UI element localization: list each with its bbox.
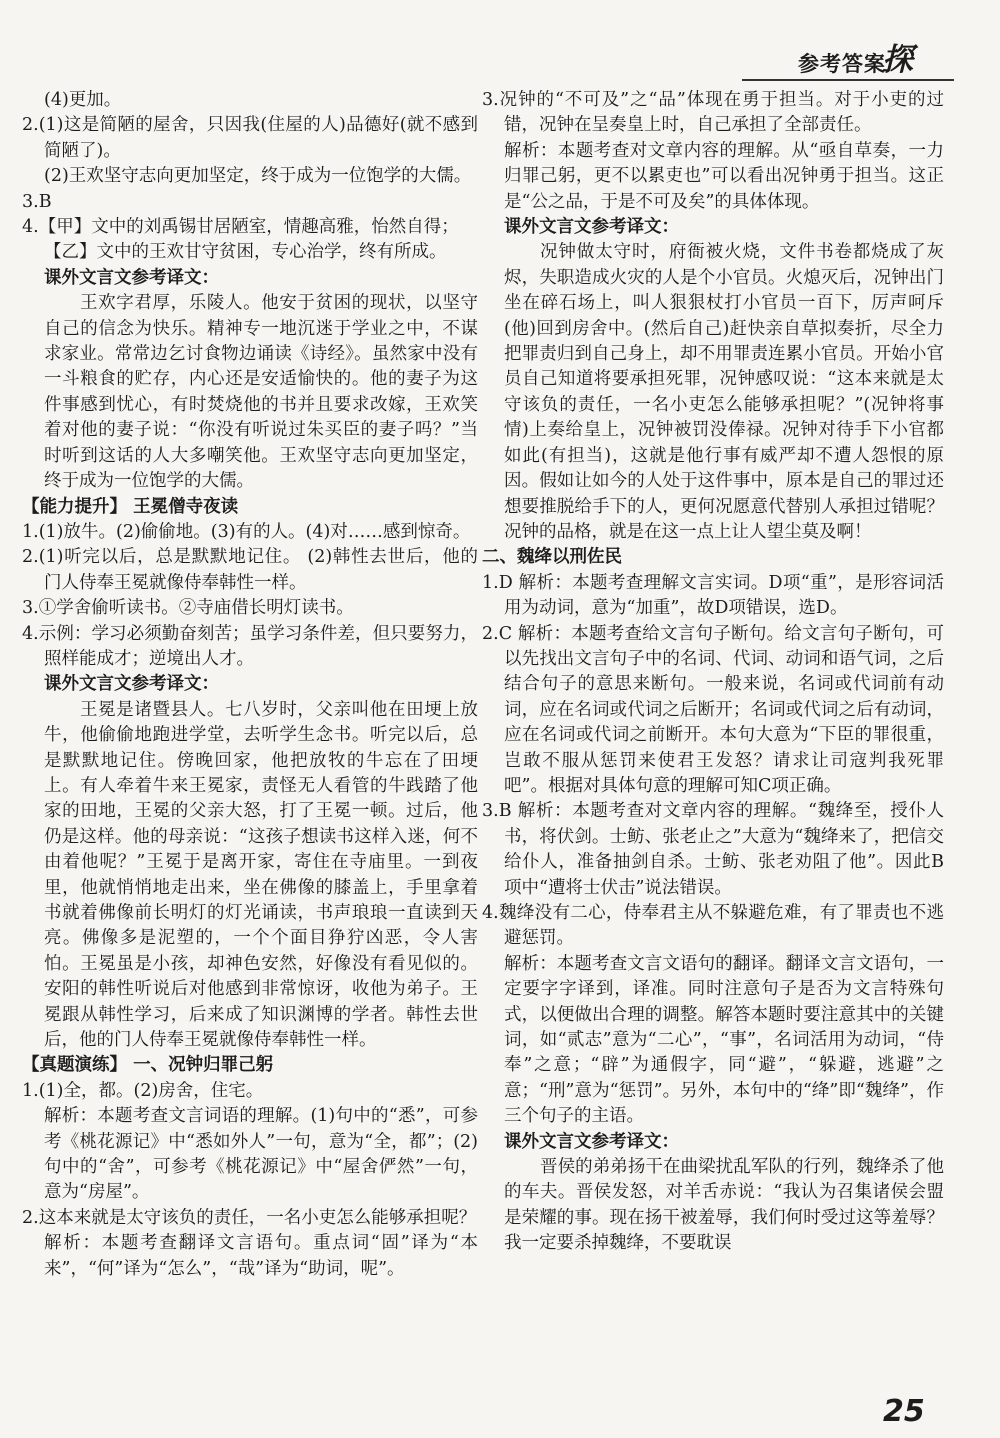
left-paragraph: 4.示例：学习必须勤奋刻苦；虽学习条件差，但只要努力，照样能成才；逆境出人才。 [22,623,478,669]
left-paragraph: (2)王欢坚守志向更加坚定，终于成为一位饱学的大儒。 [44,166,472,187]
left-paragraph: 【乙】文中的王欢甘守贫困，专心治学，终有所成。 [44,242,447,263]
right-paragraph: 3.况钟的“不可及”之“品”体现在勇于担当。对于小吏的过错，况钟在呈奏皇上时，自己承担了全部责任。 [482,90,944,136]
left-paragraph: 王冕是诸暨县人。七八岁时，父亲叫他在田埂上放牛，他偷偷地跑进学堂，去听学生念书。听完以后，总是默默地记住。傍晚回家，他把放牧的牛忘在了田埂上。有人牵着牛来王冕家，责怪无人看管的牛践踏了他家的田地，王冕的父亲大怒，打了王冕一顿。过后，他仍是这样。他的母亲说：“这孩子想读书这样入迷，何不由着他呢？”王冕于是离开家，寄住在寺庙里。一到夜里，他就悄悄地走出来，坐在佛像的膝盖上，手里拿着书就着佛像前长明灯的灯光诵读，书声琅琅一直读到天亮。佛像多是泥塑的，一个个面目狰狞凶恶，令人害怕。王冕虽是小孩，却神色安然，好像没有看见似的。安阳的韩性听说后对他感到非常惊讶，收他为弟子。王冕跟从韩性学习，后来成了知识渊博的学者。韩性去世后，他的门人侍奉王冕就像侍奉韩性一样。 [44,699,478,1051]
left-paragraph: (4)更加。 [44,90,122,110]
right-paragraph: 课外文言文参考译文： [504,217,679,238]
left-paragraph: 4.【甲】文中的刘禹锡甘居陋室，情趣高雅，怡然自得； [22,217,459,238]
left-column [22,88,478,1282]
left-paragraph: 3.B [22,191,52,212]
header-title: 参考答案 [798,52,886,76]
right-paragraph: 课外文言文参考译文： [504,1131,679,1152]
left-paragraph: 2.(1)听完以后，总是默默地记住。 (2)韩性去世后，他的门人侍奉王冕就像侍奉韩性一样。 [22,547,478,593]
left-paragraph: 1.(1)全，都。(2)房舍，住宅。 [22,1080,264,1101]
left-paragraph: 【真题演练】 一、况钟归罪己躬 [22,1055,274,1076]
right-paragraph: 况钟做太守时，府衙被火烧，文件书卷都烧成了灰烬，失职造成火灾的人是个小官员。火熄灭后，况钟出门坐在碎石场上，叫人狠狠杖打小官员一百下，厉声呵斥(他)回到房舍中。(然后自己)赶快亲自草拟奏折，尽全力把罪责归到自己身上，却不用罪责连累小官员。开始小官员自己知道将要承担死罪，况钟感叹说：“这本来就是太守该负的责任，一名小吏怎么能够承担呢？”(况钟将事情)上奏给皇上，况钟被罚没俸禄。况钟对待手下小官都如此(有担当)，这就是他行事有威严却不遭人怨恨的原因。假如让如今的人处于这件事中，原本是自己的罪过还想要推脱给手下的人，更何况愿意代替别人承担过错呢？况钟的品格，就是在这一点上让人望尘莫及啊！ [504,242,944,542]
left-paragraph: 【能力提升】 王冕僧寺夜读 [22,496,239,517]
left-paragraph: 课外文言文参考译文： [44,267,219,288]
left-paragraph: 王欢字君厚，乐陵人。他安于贫困的现状，以坚守自己的信念为快乐。精神专一地沉迷于学业之中，不谋求家业。常常边乞讨食物边诵读《诗经》。虽然家中没有一斗粮食的贮存，内心还是安适愉快的。他的妻子为这件事感到忧心，有时焚烧他的书并且要求改嫁，王欢笑着对他的妻子说：“你没有听说过朱买臣的妻子吗？”当时听到这话的人大多嘲笑他。王欢坚守志向更加坚定，终于成为一位饱学的大儒。 [44,293,478,492]
left-paragraph: 解析：本题考查文言词语的理解。(1)句中的“悉”，可参考《桃花源记》中“悉如外人”一句，意为“全，都”；(2)句中的“舍”，可参考《桃花源记》中“屋舍俨然”一句，意为“房屋”。 [44,1106,478,1203]
left-paragraph: 解析：本题考查翻译文言语句。重点词“固”译为“本来”，“何”译为“怎么”，“哉”译为“助词，呢”。 [44,1233,478,1279]
right-paragraph: 1.D 解析：本题考查理解文言实词。D项“重”，是形容词活用为动词，意为“加重”，故D项错误，选D。 [482,572,944,619]
left-paragraph: 2.这本来就是太守该负的责任，一名小吏怎么能够承担呢？ [22,1207,477,1228]
brand-logo: 探 [882,42,913,78]
header-rule [742,79,954,81]
right-paragraph: 晋侯的弟弟扬干在曲梁扰乱军队的行列，魏绛杀了他的车夫。晋侯发怒，对羊舌赤说：“我认为召集诸侯会盟是荣耀的事。现在扬干被羞辱，我们何时受过这等羞辱？我一定要杀掉魏绛，不要耽误 [504,1157,944,1254]
right-paragraph: 2.C 解析：本题考查给文言句子断句。给文言句子断句，可以先找出文言句子中的名词、代词、动词和语气词，之后结合句子的意思来断句。一般来说，名词或代词前有动词，应在名词或代词之后断开；名词或代词之后有动词，应在名词或代词之前断开。本句大意为“下臣的罪很重，岂敢不服从惩罚来使君王发怒？请求让司寇判我死罪吧”。根据对具体句意的理解可知C项正确。 [482,623,944,796]
right-column [482,88,944,1257]
left-paragraph: 3.①学舍偷听读书。②寺庙借长明灯读书。 [22,598,354,619]
left-paragraph: 1.(1)放牛。(2)偷偷地。(3)有的人。(4)对……感到惊奇。 [22,521,471,542]
page-number: 25 [883,1394,925,1429]
right-paragraph: 二、魏绛以刑佐民 [482,547,622,568]
right-paragraph: 解析：本题考查对文章内容的理解。从“亟自草奏，一力归罪己躬，更不以累吏也”可以看出况钟勇于担当。这正是“公之品，于是不可及矣”的具体体现。 [504,140,944,212]
right-paragraph: 解析：本题考查文言文语句的翻译。翻译文言文语句，一定要字字译到，译准。同时注意句子是否为文言特殊句式，以便做出合理的调整。解答本题时要注意其中的关键词，如“贰志”意为“二心”，“事”，名词活用为动词，“侍奉”之意；“辟”为通假字，同“避”，“躲避，逃避”之意；“刑”意为“惩罚”。另外，本句中的“绛”即“魏绛”，作三个句子的主语。 [504,953,944,1127]
right-paragraph: 4.魏绛没有二心，侍奉君主从不躲避危难，有了罪责也不逃避惩罚。 [482,903,944,949]
left-paragraph: 2.(1)这是简陋的屋舍，只因我(住屋的人)品德好(就不感到简陋了)。 [22,115,478,161]
right-paragraph: 3.B 解析：本题考查对文章内容的理解。“魏绛至，授仆人书，将伏剑。士鲂、张老止之”大意为“魏绛来了，把信交给仆人，准备抽剑自杀。士鲂、张老劝阻了他”。因此B项中“遭将士伏击”说法错误。 [482,801,944,898]
left-paragraph: 课外文言文参考译文： [44,674,219,695]
page-header [0,0,1000,96]
